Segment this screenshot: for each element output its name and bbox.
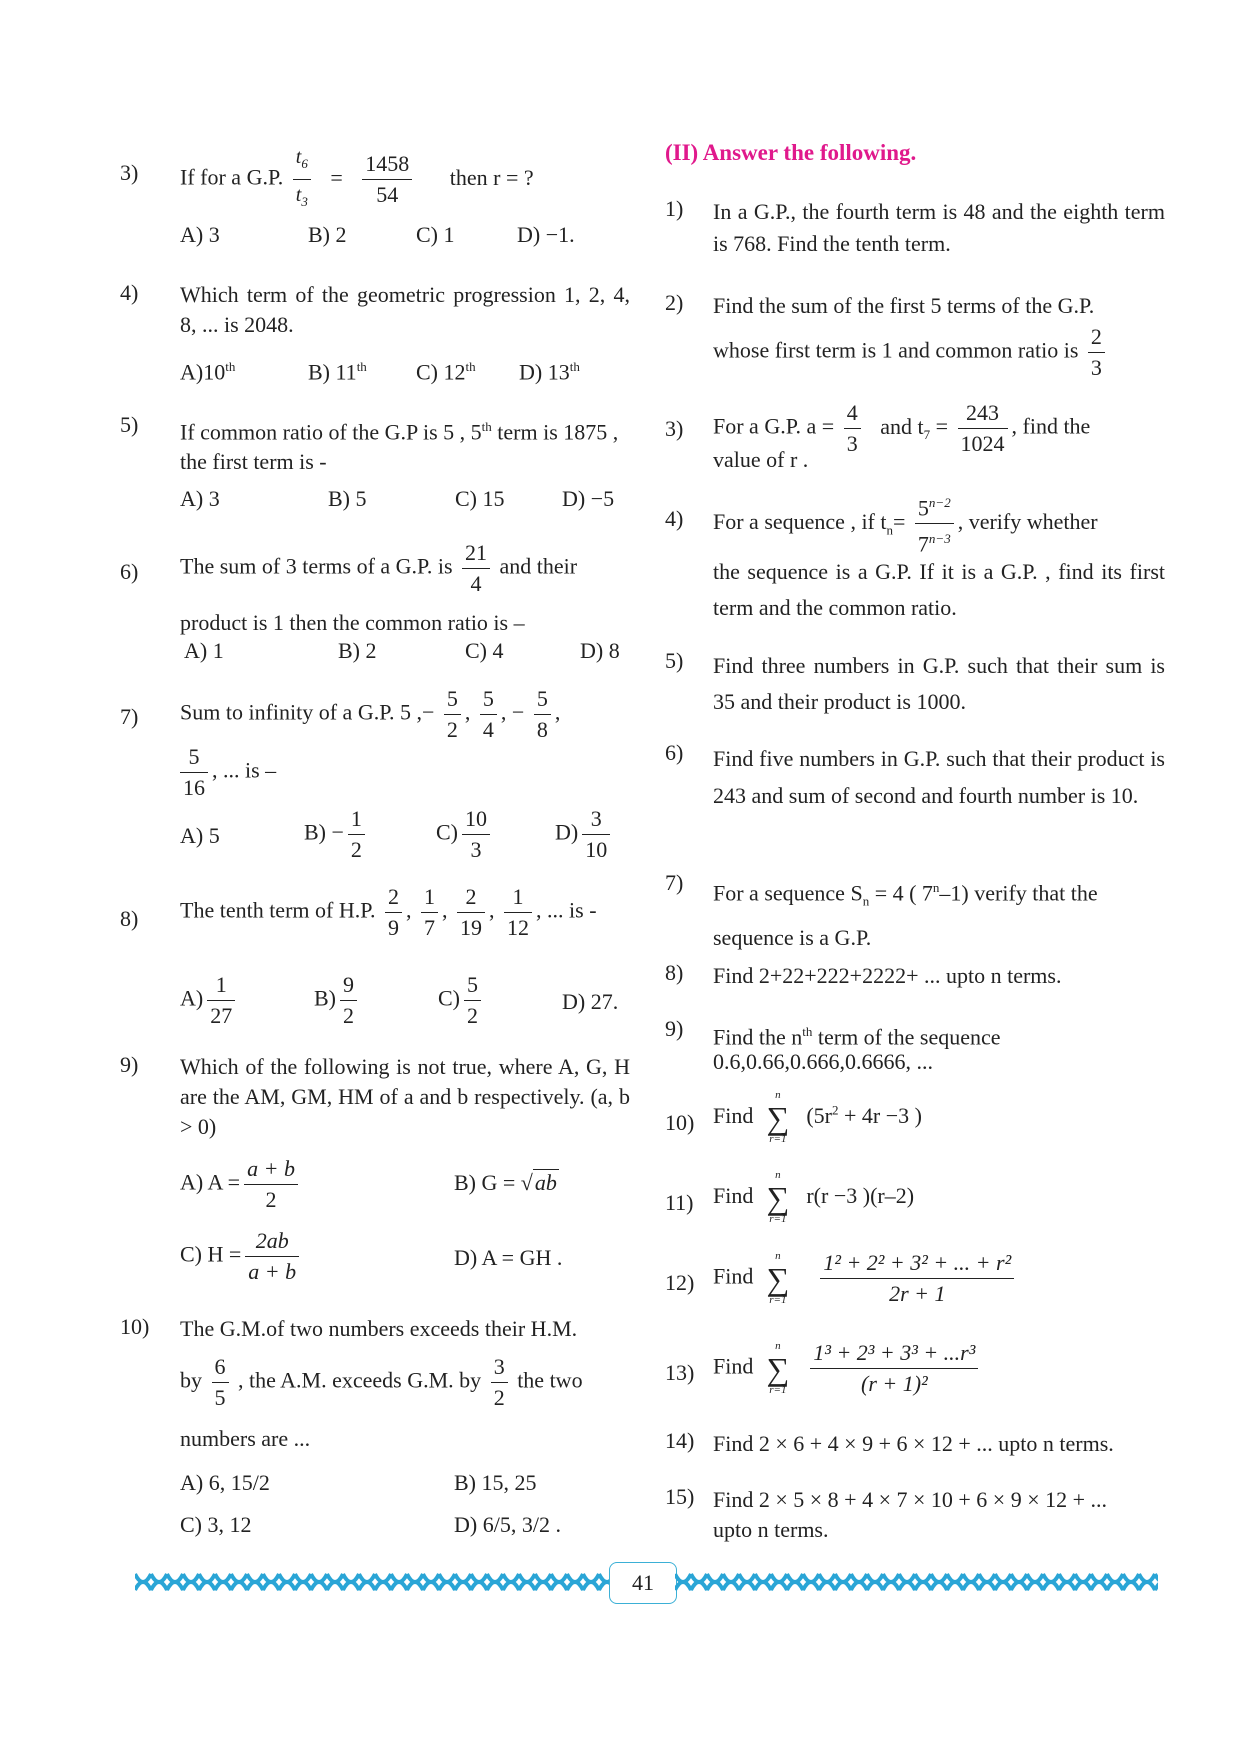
options-q9-row1: [180, 1154, 630, 1218]
exercise-text: Find 2 × 5 × 8 + 4 × 7 × 10 + 6 × 9 × 12 + ...: [713, 1487, 1108, 1512]
option-c[interactable]: C) 4: [465, 638, 504, 663]
exercise-text: Find 2 × 6 + 4 × 9 + 6 × 12 + ... upto n terms.: [713, 1431, 1114, 1456]
options-q10-row1: [180, 1468, 630, 1508]
fraction: $\frac{1}{12}$: [504, 882, 532, 943]
exercise-number: 15): [665, 1484, 695, 1509]
summation-symbol: n ∑ r=1: [766, 1249, 790, 1306]
exercise-text: Find five numbers in G.P. such that their product is 243 and sum of second and fourth number is 10.: [713, 746, 1165, 808]
question-number: 7): [120, 704, 139, 729]
option-a[interactable]: A) A = $\frac{a + b}{2}$: [180, 1154, 302, 1215]
option-a[interactable]: A) $\frac{1}{27}$: [180, 970, 239, 1031]
option-a[interactable]: A) 3: [180, 222, 220, 247]
ornament-border-left: [135, 1570, 609, 1594]
exercise-number: 6): [665, 740, 684, 765]
fraction: $\frac{2}{9}$: [385, 882, 402, 943]
fraction: $\frac{5}{4}$: [480, 684, 497, 745]
option-d[interactable]: D) 27.: [562, 989, 619, 1014]
question-text-end: then r = ?: [449, 164, 534, 190]
option-d[interactable]: D) 8: [580, 638, 620, 663]
fraction: $\frac{2}{19}$: [457, 882, 485, 943]
option-b[interactable]: B) 2: [308, 222, 347, 247]
page-number: 41: [609, 1562, 677, 1604]
exercise-number: 14): [665, 1428, 695, 1453]
exercise-number: 10): [665, 1110, 695, 1135]
option-d[interactable]: D) A = GH .: [454, 1245, 563, 1270]
options-q9-row2: [180, 1226, 630, 1290]
fraction: $\frac{5}{8}$: [534, 684, 551, 745]
option-c[interactable]: C) 1: [416, 222, 455, 247]
summation-symbol: n ∑ r=1: [766, 1169, 790, 1225]
option-b[interactable]: B) − $\frac{1}{2}$: [304, 804, 369, 865]
option-c[interactable]: C) H = $\frac{2ab}{a + b}$: [180, 1226, 303, 1287]
exercise-text: For a sequence $S_n = 4$ ( 7$^n$–1) verify that the sequence is a G.P.: [713, 880, 1098, 950]
exercise-number: 9): [665, 1016, 684, 1041]
option-b[interactable]: B) 15, 25: [454, 1470, 537, 1495]
exercise-text-line2: 0.6,0.66,0.666,0.6666, ...: [713, 1049, 933, 1074]
ornament-stroke: [675, 1582, 1158, 1590]
option-b[interactable]: B) 11th: [308, 359, 367, 385]
question-text: If for a G.P.: [180, 164, 284, 190]
exercise-number: 1): [665, 196, 684, 221]
option-d[interactable]: D) $\frac{3}{10}$: [555, 804, 614, 865]
option-d[interactable]: D) 13th: [519, 359, 580, 385]
option-c[interactable]: C) 12th: [416, 359, 476, 385]
fraction: $\frac{5}{2}$: [444, 684, 461, 745]
exercise-text-line2: value of r .: [713, 447, 809, 472]
option-a[interactable]: A) 1: [184, 638, 224, 663]
question-number: 3): [120, 160, 139, 185]
exercise-text: In a G.P., the fourth term is 48 and the eighth term is 768. Find the tenth term.: [713, 199, 1165, 256]
exercise-text: Find three numbers in G.P. such that their sum is 35 and their product is 1000.: [713, 653, 1165, 714]
question-text: The tenth term of H.P.: [180, 897, 376, 923]
section-heading: (II) Answer the following.: [665, 140, 917, 165]
option-c[interactable]: C) 15: [455, 486, 505, 511]
fraction: $\frac{4}{3}$: [844, 398, 861, 459]
option-a[interactable]: A)10th: [180, 359, 236, 385]
option-a[interactable]: A) 6, 15/2: [180, 1470, 270, 1495]
fraction-1458-54: $\frac{1458}{54}$: [362, 149, 412, 210]
option-c[interactable]: C) 3, 12: [180, 1512, 252, 1537]
question-number: 6): [120, 559, 139, 584]
exercise-text-line2: upto n terms.: [713, 1517, 829, 1542]
question-number: 5): [120, 412, 139, 437]
option-b[interactable]: B) G = √ab: [454, 1170, 557, 1195]
ornament-stroke: [135, 1582, 609, 1590]
summation-symbol: n ∑ r=1: [766, 1089, 790, 1145]
question-text-line3: numbers are ...: [180, 1426, 311, 1451]
exercise-number: 8): [665, 960, 684, 985]
exercise-number: 7): [665, 870, 684, 895]
question-number: 8): [120, 906, 139, 931]
fraction: $\frac{5^{n-2}}{7^{n-3}}$: [915, 488, 954, 560]
question-text: Which of the following is not true, where A, G, H are the AM, GM, HM of a and b respectively. (a, b > 0): [180, 1054, 630, 1139]
question-text: The sum of 3 terms of a G.P. is: [180, 553, 453, 579]
options-q5: [180, 484, 630, 524]
exercise-number: 3): [665, 416, 684, 441]
option-b[interactable]: B) $\frac{9}{2}$: [314, 970, 361, 1031]
fraction: $\frac{\text{1² + 2² + 3² + ... + r²}}{2r + 1}$: [820, 1248, 1014, 1309]
fraction: $\frac{1}{7}$: [421, 882, 438, 943]
options-q3: [180, 220, 630, 260]
exercise-number: 13): [665, 1360, 695, 1385]
question-text: If common ratio of the G.P is 5 , 5th term is 1875 , the first term is -: [180, 419, 619, 475]
options-q7: [180, 804, 630, 868]
question-text: Which term of the geometric progression 1, 2, 4, 8, ... is 2048.: [180, 282, 630, 337]
page-footer: [135, 1562, 1158, 1602]
option-c[interactable]: C) $\frac{5}{2}$: [438, 970, 485, 1031]
question-number: 4): [120, 280, 139, 305]
options-q8: [180, 970, 630, 1034]
exercise-number: 4): [665, 506, 684, 531]
exercise-text-line2: the sequence is a G.P. If it is a G.P. , find its first term and the common ratio.: [713, 559, 1165, 620]
option-d[interactable]: D) −1.: [517, 222, 575, 247]
fraction: $\frac{6}{5}$: [212, 1352, 229, 1413]
exercise-text: Find 2+22+222+2222+ ... upto n terms.: [713, 963, 1062, 988]
option-b[interactable]: B) 2: [338, 638, 377, 663]
fraction: $\frac{\text{1³ + 2³ + 3³ + ...r³}}{\text{(r + 1)²}}$: [810, 1338, 978, 1399]
question-number: 10): [120, 1314, 150, 1339]
exercise-number: 12): [665, 1270, 695, 1295]
fraction-21-4: $\frac{21}{4}$: [462, 538, 490, 599]
exercise-text: Find the $n^{th}$ term of the sequence: [713, 1024, 1001, 1050]
option-b[interactable]: B) 5: [328, 486, 367, 511]
exercise-number: 11): [665, 1190, 694, 1215]
question-text-line2: product is 1 then the common ratio is –: [180, 610, 525, 635]
question-number: 9): [120, 1052, 139, 1077]
summation-symbol: n ∑ r=1: [766, 1339, 790, 1396]
ornament-border-right: [675, 1570, 1158, 1594]
fraction: $\frac{3}{2}$: [491, 1352, 508, 1413]
options-q6: [180, 636, 630, 676]
option-a[interactable]: A) 5: [180, 823, 220, 848]
option-d[interactable]: D) −5: [562, 486, 615, 511]
question-text: Sum to infinity of a G.P. 5 ,−: [180, 699, 435, 725]
option-d[interactable]: D) 6/5, 3/2 .: [454, 1512, 561, 1537]
option-c[interactable]: C) $\frac{10}{3}$: [436, 804, 494, 865]
question-text: The G.M.of two numbers exceeds their H.M.: [180, 1316, 578, 1341]
exercise-text: Find the sum of the first 5 terms of the G.P.: [713, 293, 1095, 318]
fraction: $\frac{5}{16}$: [180, 742, 208, 803]
options-q4: [180, 352, 630, 392]
fraction: $\frac{2}{3}$: [1088, 322, 1105, 383]
exercise-number: 2): [665, 290, 684, 315]
fraction: $\frac{243}{1024}$: [958, 398, 1008, 459]
option-a[interactable]: A) 3: [180, 486, 220, 511]
options-q10-row2: [180, 1510, 630, 1550]
exercise-number: 5): [665, 648, 684, 673]
fraction-t6-t3: $\frac{t_6}{t_3}$: [293, 142, 311, 217]
